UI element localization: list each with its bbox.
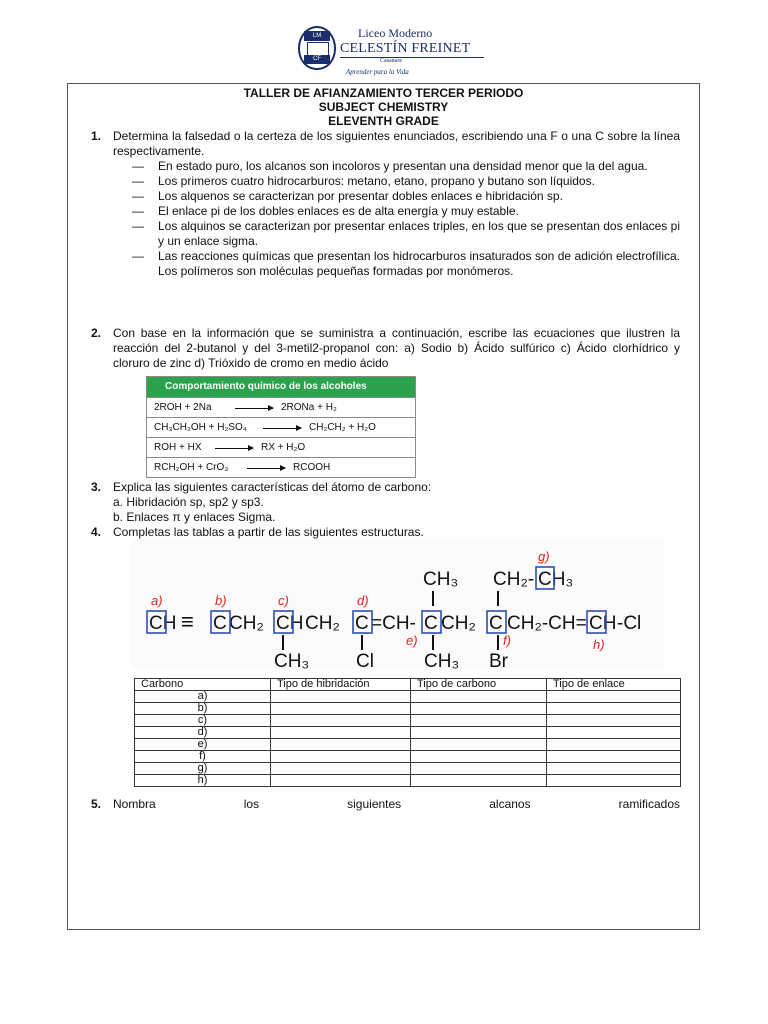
row-label: d) — [135, 727, 271, 739]
title-line1: TALLER DE AFIANZAMIENTO TERCER PERIODO — [243, 86, 524, 100]
question-text: Determina la falsedad o la certeza de los siguientes enunciados, escribiendo una F o una C sobre la línea respectivamente. — [113, 129, 680, 158]
title-line2: SUBJECT CHEMISTRY — [318, 100, 449, 114]
chain-ch: CH — [276, 613, 304, 634]
sub-item-b: b. Enlaces π y enlaces Sigma. — [113, 510, 276, 524]
school-name-line1: Liceo Moderno — [358, 26, 433, 40]
row-label: b) — [135, 703, 271, 715]
question-number: 2. — [91, 326, 102, 340]
answer-cell[interactable] — [411, 703, 547, 715]
reaction-row: 2ROH + 2Na 2RONa + H₂ — [147, 397, 415, 417]
answer-cell[interactable] — [547, 703, 681, 715]
answer-cell[interactable] — [271, 727, 411, 739]
answer-cell[interactable] — [411, 727, 547, 739]
answer-cell[interactable] — [547, 751, 681, 763]
substituent-ch3: CH₃ — [424, 651, 460, 669]
reaction-arrow-icon — [263, 428, 301, 429]
crest-initials-bottom: CF — [304, 55, 330, 64]
statement-item: — Los alquenos se caracterizan por presentar dobles enlaces e hibridación sp. — [132, 189, 563, 203]
answer-cell[interactable] — [411, 751, 547, 763]
reaction-arrow-icon — [247, 468, 285, 469]
answer-cell[interactable] — [411, 775, 547, 787]
statement-item: — El enlace pi de los dobles enlaces es de alta energía y muy estable. — [132, 204, 519, 218]
school-motto: Aprender para la Vida — [346, 68, 409, 76]
carbon-label: f) — [503, 633, 511, 648]
statement-item: — Los alquinos se caracterizan por presentar enlaces triples, en los que se presentan dos enlaces pi y un enlace sigma. — [132, 219, 680, 248]
reaction-row: CH₃CH₂OH + H₂SO₄ CH₂CH₂ + H₂O — [147, 417, 415, 437]
row-label: g) — [135, 763, 271, 775]
answer-cell[interactable] — [547, 727, 681, 739]
row-label: a) — [135, 691, 271, 703]
chain-ch2: CH₂-CH= — [507, 613, 587, 634]
carbon-label: g) — [538, 549, 550, 564]
answer-cell[interactable] — [547, 715, 681, 727]
chain-ch: =CH- — [371, 613, 416, 634]
table-row — [135, 715, 681, 727]
table-row — [135, 727, 681, 739]
question-number: 5. — [91, 797, 102, 811]
chain-ch2: CH₂ — [441, 613, 476, 634]
chain-cl: -Cl — [617, 613, 642, 634]
title-line3: ELEVENTH GRADE — [328, 114, 439, 128]
carbon-label: e) — [406, 633, 418, 648]
table-row — [135, 691, 681, 703]
question-text: Con base en la información que se suministra a continuación, escribe las ecuaciones que ilustren la reacción del 2-butanol y del 3-metil2-propanol con: a) Sodio b) Ácido sulfúrico c) Ácido clorhídrico y cloruro de zinc d) Trióxido de cromo en medio ácido — [113, 326, 680, 370]
carbon-label: b) — [215, 593, 227, 608]
question-5 — [91, 797, 680, 812]
answer-cell[interactable] — [271, 751, 411, 763]
substituent-ch3: CH₃ — [274, 651, 310, 669]
table-row — [135, 703, 681, 715]
school-location: Casanare — [340, 57, 484, 64]
reaction-row: ROH + HX RX + H₂O — [147, 437, 415, 457]
answer-cell[interactable] — [271, 739, 411, 751]
substituent-cl: Cl — [356, 651, 374, 669]
carbon-label: c) — [278, 593, 289, 608]
substituent-ch3: CH₃ — [538, 569, 574, 590]
alcohol-reactions-table — [146, 376, 416, 478]
sub-item-a: a. Hibridación sp, sp2 y sp3. — [113, 495, 264, 509]
school-name — [340, 26, 484, 64]
reaction-row: RCH₂OH + CrO₃ RCOOH — [147, 457, 415, 477]
answer-cell[interactable] — [271, 775, 411, 787]
question-number: 1. — [91, 129, 102, 143]
answer-cell[interactable] — [547, 739, 681, 751]
answer-cell[interactable] — [547, 763, 681, 775]
carbon-label: d) — [357, 593, 369, 608]
chain-c: C — [424, 613, 438, 634]
row-label: c) — [135, 715, 271, 727]
answer-cell[interactable] — [271, 763, 411, 775]
answer-cell[interactable] — [271, 715, 411, 727]
reactions-table-title: Comportamiento químico de los alcoholes — [147, 377, 415, 397]
statement-item: — Los primeros cuatro hidrocarburos: metano, etano, propano y butano son líquidos. — [132, 174, 595, 188]
answer-cell[interactable] — [271, 703, 411, 715]
table-row — [135, 739, 681, 751]
crest-initials-top: LM — [304, 31, 330, 41]
statement-list — [113, 159, 680, 279]
question-text: Nombra los siguientes alcanos ramificados — [113, 797, 680, 811]
chain-c: C — [489, 613, 503, 634]
school-name-line2: CELESTÍN FREINET — [340, 41, 471, 56]
reaction-arrow-icon — [215, 448, 253, 449]
school-logo — [298, 22, 471, 82]
answer-cell[interactable] — [411, 739, 547, 751]
table-header-row — [135, 679, 681, 691]
answer-cell[interactable] — [411, 691, 547, 703]
table-row — [135, 763, 681, 775]
substituent-ch2: CH₂- — [493, 569, 535, 590]
question-1 — [91, 129, 680, 279]
answer-cell[interactable] — [271, 691, 411, 703]
question-number: 4. — [91, 525, 102, 539]
column-header: Tipo de carbono — [411, 679, 547, 691]
worksheet-frame — [67, 83, 700, 930]
column-header: Tipo de hibridación — [271, 679, 411, 691]
chain-c: C — [355, 613, 369, 634]
answer-cell[interactable] — [547, 691, 681, 703]
substituent-br: Br — [489, 651, 508, 669]
question-text: Completas las tablas a partir de las siguientes estructuras. — [113, 525, 424, 539]
reaction-arrow-icon — [235, 408, 273, 409]
chain-ch: CH — [149, 613, 177, 634]
worksheet-titles — [68, 86, 699, 128]
crest-emblem — [307, 42, 329, 56]
chain-ch: CH — [589, 613, 617, 634]
carbon-label: h) — [593, 637, 605, 652]
question-4 — [91, 525, 680, 540]
question-3 — [91, 480, 680, 525]
statement-item: — Las reacciones químicas que presentan los hidrocarburos insaturados son de adición electrofílica. Los polímeros son moléculas pequeñas formadas por monómeros. — [132, 249, 680, 278]
row-label: e) — [135, 739, 271, 751]
question-number: 3. — [91, 480, 102, 494]
statement-item: — En estado puro, los alcanos son incoloros y presentan una densidad menor que la del agua. — [132, 159, 648, 173]
column-header: Tipo de enlace — [547, 679, 681, 691]
table-row — [135, 751, 681, 763]
chain-ch2: CH₂ — [229, 613, 264, 634]
answer-cell[interactable] — [547, 775, 681, 787]
carbon-structure-figure — [131, 539, 664, 669]
substituent-ch3: CH₃ — [423, 569, 459, 590]
carbon-label: a) — [151, 593, 163, 608]
chain-c: C — [213, 613, 227, 634]
chain-triple-bond: ≡ — [181, 609, 194, 634]
answer-cell[interactable] — [411, 763, 547, 775]
school-crest-icon — [298, 26, 336, 70]
answer-cell[interactable] — [411, 715, 547, 727]
question-text: Explica las siguientes características del átomo de carbono: — [113, 480, 432, 494]
carbon-answer-table — [134, 678, 681, 787]
chain-ch2: CH₂ — [305, 613, 340, 634]
column-header: Carbono — [135, 679, 271, 691]
row-label: h) — [135, 775, 271, 787]
question-2 — [91, 326, 680, 371]
table-row — [135, 775, 681, 787]
row-label: f) — [135, 751, 271, 763]
